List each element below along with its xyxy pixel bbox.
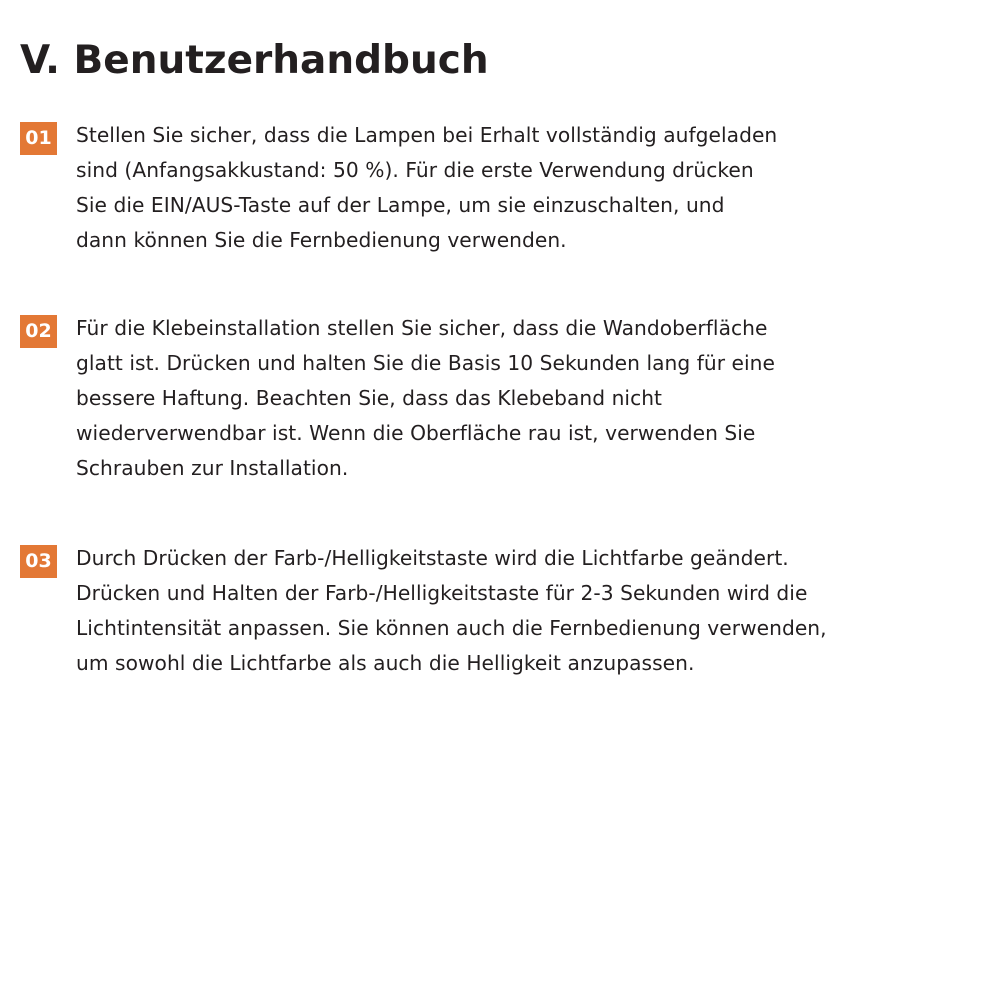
step-text bbox=[76, 118, 976, 258]
step-number-badge: 01 bbox=[20, 122, 57, 155]
step-number-badge: 03 bbox=[20, 545, 57, 578]
step-text-line: glatt ist. Drücken und halten Sie die Basis 10 Sekunden lang für eine bbox=[76, 351, 775, 375]
step-text-line: wiederverwendbar ist. Wenn die Oberfläche rau ist, verwenden Sie bbox=[76, 421, 756, 445]
page-title: V. Benutzerhandbuch bbox=[20, 38, 489, 83]
step-text-line: bessere Haftung. Beachten Sie, dass das Klebeband nicht bbox=[76, 386, 663, 410]
step-text bbox=[76, 541, 976, 681]
step-text-line: dann können Sie die Fernbedienung verwenden. bbox=[76, 228, 567, 252]
step-text-line: Schrauben zur Installation. bbox=[76, 456, 349, 480]
step-text-line: Drücken und Halten der Farb-/Helligkeitstaste für 2-3 Sekunden wird die bbox=[76, 581, 808, 605]
step-text-line: sind (Anfangsakkustand: 50 %). Für die erste Verwendung drücken bbox=[76, 158, 754, 182]
step-text-line: um sowohl die Lichtfarbe als auch die Helligkeit anzupassen. bbox=[76, 651, 695, 675]
step-text-line: Sie die EIN/AUS-Taste auf der Lampe, um sie einzuschalten, und bbox=[76, 193, 725, 217]
step-text-line: Lichtintensität anpassen. Sie können auch die Fernbedienung verwenden, bbox=[76, 616, 827, 640]
step-text-line: Durch Drücken der Farb-/Helligkeitstaste wird die Lichtfarbe geändert. bbox=[76, 546, 789, 570]
step-text-line: Stellen Sie sicher, dass die Lampen bei Erhalt vollständig aufgeladen bbox=[76, 123, 778, 147]
step-number-badge: 02 bbox=[20, 315, 57, 348]
step-text-line: Für die Klebeinstallation stellen Sie sicher, dass die Wandoberfläche bbox=[76, 316, 768, 340]
step-text bbox=[76, 311, 976, 486]
